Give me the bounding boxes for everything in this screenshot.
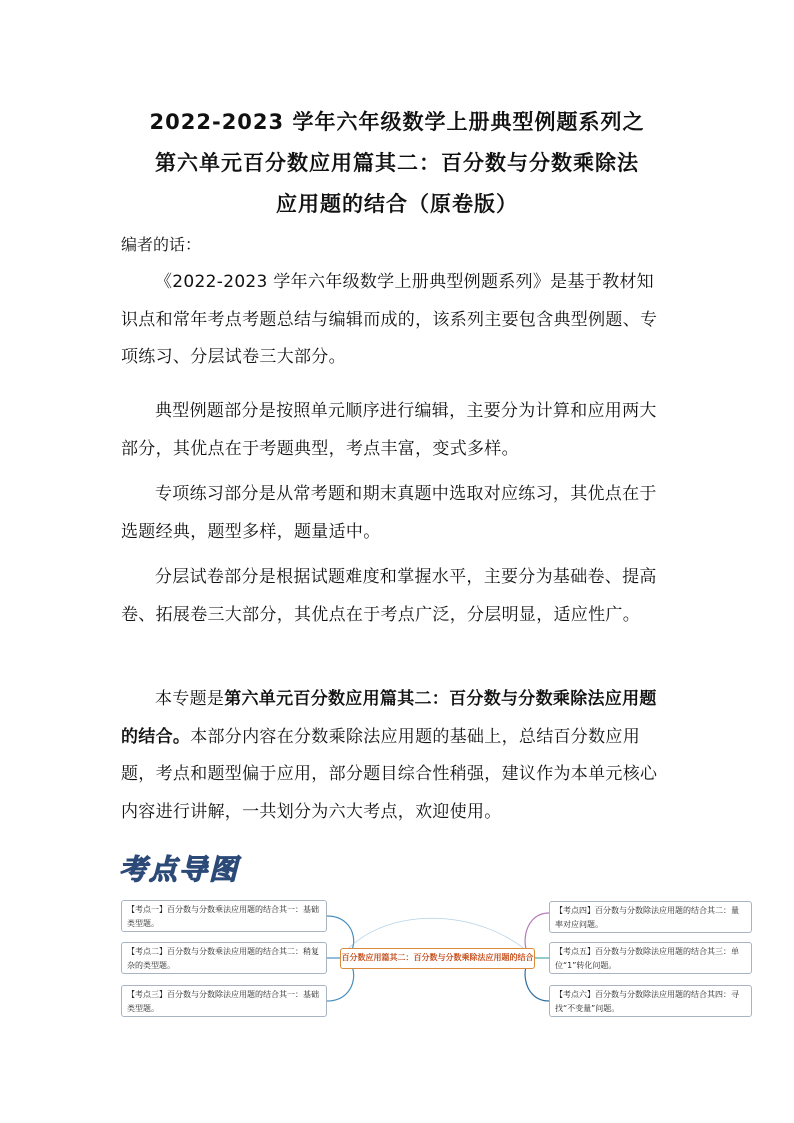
mindmap-node-topic-6: 【考点六】百分数与分数除法应用题的结合其四：寻找“不变量”问题。 (549, 985, 752, 1017)
doc-title-line1: 2022-2023 学年六年级数学上册典型例题系列之 (149, 110, 645, 134)
mindmap-node-topic-4: 【考点四】百分数与分数除法应用题的结合其二：量率对应问题。 (549, 901, 752, 933)
paragraph-tests: 分层试卷部分是根据试题难度和掌握水平，主要分为基础卷、提高卷、拓展卷三大部分，其优点在于考点广泛，分层明显，适应性广。 (121, 567, 657, 625)
doc-title-line2: 第六单元百分数应用篇其二：百分数与分数乘除法 (155, 151, 639, 175)
mindmap-node-topic-5: 【考点五】百分数与分数除法应用题的结合其三：单位“1”转化问题。 (549, 942, 752, 974)
paragraph-examples: 典型例题部分是按照单元顺序进行编辑，主要分为计算和应用两大部分，其优点在于考题典型，考点丰富，变式多样。 (121, 401, 657, 459)
mindmap-heading: 考点导图 (119, 853, 240, 886)
mindmap-center-node: 百分数应用篇其二：百分数与分数乘除法应用题的结合 (340, 948, 535, 969)
editor-label: 编者的话： (121, 235, 202, 254)
topic-bold-text: 第六单元百分数应用篇其二：百分数与分数乘除法应用题的结合。 (121, 689, 657, 747)
mindmap-node-topic-3: 【考点三】百分数与分数除法应用题的结合其一：基础类型题。 (121, 985, 327, 1017)
topic-detail-text: 本部分内容在分数乘除法应用题的基础上，总结百分数应用题，考点和题型偏于应用，部分题目综合性稍强，建议作为本单元核心内容进行讲解，一共划分为六大考点，欢迎使用。 (121, 726, 658, 822)
topic-intro-text: 本专题是 (155, 689, 225, 709)
paragraph-intro: 《2022-2023 学年六年级数学上册典型例题系列》是基于教材知识点和常年考点考题总结与编辑而成的，该系列主要包含典型例题、专项练习、分层试卷三大部分。 (121, 272, 658, 367)
paragraph-practice: 专项练习部分是从常考题和期末真题中选取对应练习，其优点在于选题经典，题型多样，题量适中。 (121, 484, 657, 542)
doc-title-line3: 应用题的结合（原卷版） (276, 192, 518, 216)
mindmap-node-topic-2: 【考点二】百分数与分数乘法应用题的结合其二：稍复杂的类型题。 (121, 942, 327, 974)
mindmap-node-topic-1: 【考点一】百分数与分数乘法应用题的结合其一：基础类型题。 (121, 900, 327, 932)
